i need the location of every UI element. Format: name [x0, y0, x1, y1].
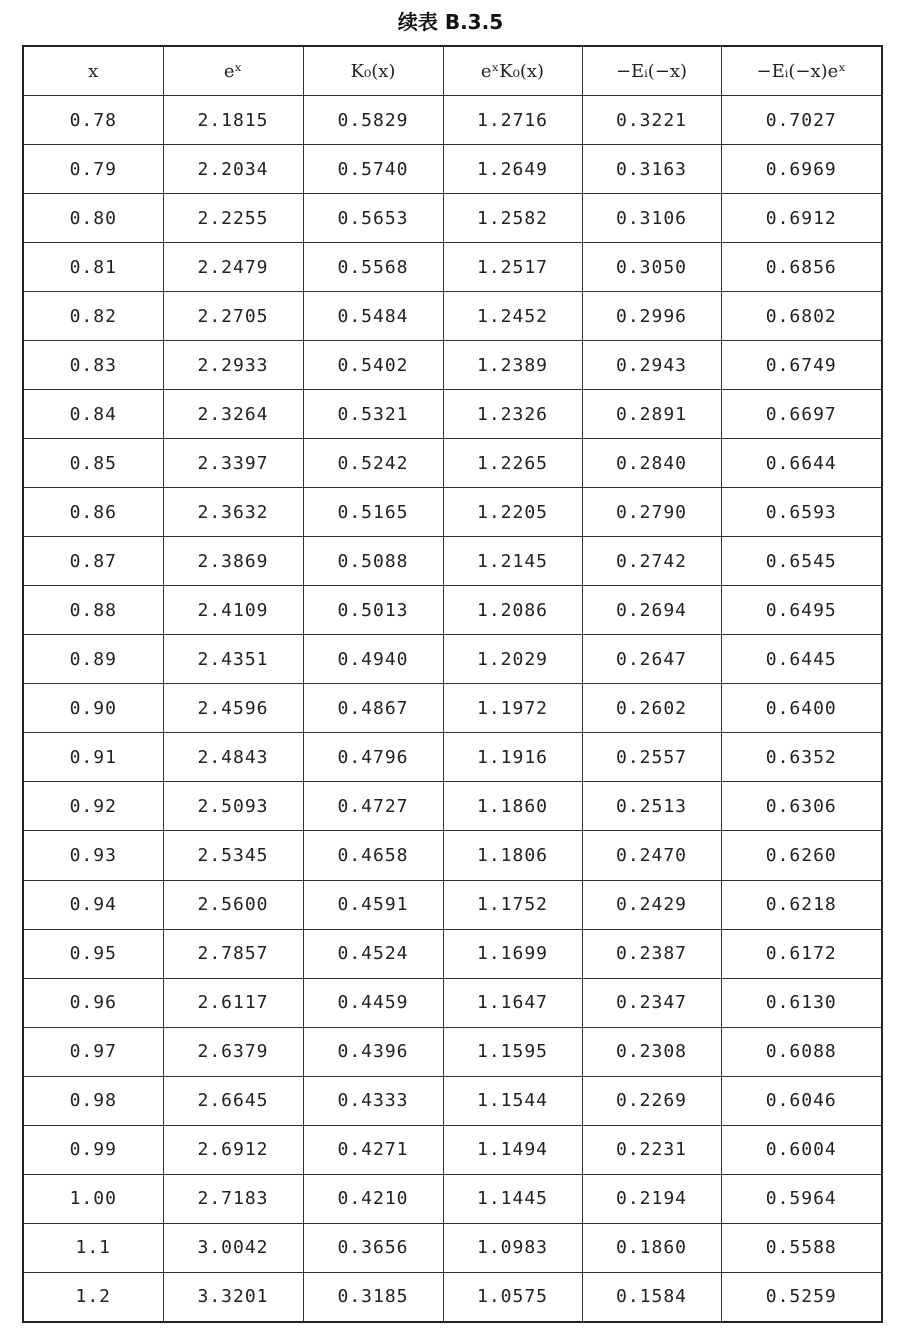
header-neg-ei-exp: −Eᵢ(−x)eˣ — [721, 46, 882, 96]
neg-ei-cell: 0.2470 — [582, 831, 721, 880]
x-cell: 0.94 — [23, 880, 163, 929]
k0-cell: 0.5402 — [303, 341, 443, 390]
exp-k0-cell: 1.2029 — [443, 635, 582, 684]
exp-k0-cell: 1.2649 — [443, 145, 582, 194]
exp-x-cell: 2.5093 — [163, 782, 303, 831]
exp-x-cell: 2.3397 — [163, 439, 303, 488]
table-row — [23, 1125, 882, 1174]
table-row — [23, 733, 882, 782]
table-row — [23, 390, 882, 439]
neg-ei-cell: 0.2840 — [582, 439, 721, 488]
exp-k0-cell: 1.2582 — [443, 194, 582, 243]
neg-ei-exp-cell: 0.6130 — [721, 978, 882, 1027]
x-cell: 0.91 — [23, 733, 163, 782]
x-cell: 0.98 — [23, 1076, 163, 1125]
header-exp-x: eˣ — [163, 46, 303, 96]
exp-k0-cell: 1.1699 — [443, 929, 582, 978]
exp-x-cell: 2.3264 — [163, 390, 303, 439]
header-exp-k0: eˣK₀(x) — [443, 46, 582, 96]
table-row — [23, 194, 882, 243]
neg-ei-exp-cell: 0.6697 — [721, 390, 882, 439]
header-x: x — [23, 46, 163, 96]
neg-ei-exp-cell: 0.6004 — [721, 1125, 882, 1174]
exp-x-cell: 2.5345 — [163, 831, 303, 880]
table-row — [23, 586, 882, 635]
neg-ei-exp-cell: 0.6495 — [721, 586, 882, 635]
exp-x-cell: 2.2479 — [163, 243, 303, 292]
exp-x-cell: 2.5600 — [163, 880, 303, 929]
neg-ei-exp-cell: 0.6644 — [721, 439, 882, 488]
k0-cell: 0.4727 — [303, 782, 443, 831]
table-row — [23, 145, 882, 194]
k0-cell: 0.5653 — [303, 194, 443, 243]
table-caption: 续表 B.3.5 — [397, 10, 504, 34]
exp-x-cell: 2.7857 — [163, 929, 303, 978]
neg-ei-cell: 0.1860 — [582, 1223, 721, 1272]
exp-x-cell: 2.7183 — [163, 1174, 303, 1223]
k0-cell: 0.4658 — [303, 831, 443, 880]
x-cell: 0.80 — [23, 194, 163, 243]
neg-ei-exp-cell: 0.6218 — [721, 880, 882, 929]
neg-ei-cell: 0.2694 — [582, 586, 721, 635]
exp-k0-cell: 1.2389 — [443, 341, 582, 390]
neg-ei-exp-cell: 0.6352 — [721, 733, 882, 782]
k0-cell: 0.5829 — [303, 96, 443, 145]
x-cell: 0.92 — [23, 782, 163, 831]
exp-x-cell: 2.4843 — [163, 733, 303, 782]
exp-x-cell: 2.3869 — [163, 537, 303, 586]
exp-x-cell: 3.3201 — [163, 1272, 303, 1322]
table-row — [23, 880, 882, 929]
exp-k0-cell: 1.2145 — [443, 537, 582, 586]
exp-x-cell: 2.6379 — [163, 1027, 303, 1076]
k0-cell: 0.4459 — [303, 978, 443, 1027]
x-cell: 0.90 — [23, 684, 163, 733]
x-cell: 0.95 — [23, 929, 163, 978]
x-cell: 0.93 — [23, 831, 163, 880]
x-cell: 0.79 — [23, 145, 163, 194]
x-cell: 0.86 — [23, 488, 163, 537]
k0-cell: 0.4940 — [303, 635, 443, 684]
exp-k0-cell: 1.1916 — [443, 733, 582, 782]
neg-ei-cell: 0.2194 — [582, 1174, 721, 1223]
k0-cell: 0.4396 — [303, 1027, 443, 1076]
neg-ei-exp-cell: 0.6545 — [721, 537, 882, 586]
x-cell: 0.81 — [23, 243, 163, 292]
k0-cell: 0.5484 — [303, 292, 443, 341]
table-row — [23, 1076, 882, 1125]
neg-ei-exp-cell: 0.5588 — [721, 1223, 882, 1272]
data-table — [22, 45, 883, 1323]
exp-x-cell: 2.2705 — [163, 292, 303, 341]
table-row — [23, 439, 882, 488]
x-cell: 0.99 — [23, 1125, 163, 1174]
neg-ei-cell: 0.2943 — [582, 341, 721, 390]
exp-k0-cell: 1.1972 — [443, 684, 582, 733]
neg-ei-cell: 0.1584 — [582, 1272, 721, 1322]
table-row — [23, 831, 882, 880]
k0-cell: 0.5165 — [303, 488, 443, 537]
exp-x-cell: 2.6912 — [163, 1125, 303, 1174]
neg-ei-exp-cell: 0.6802 — [721, 292, 882, 341]
x-cell: 0.78 — [23, 96, 163, 145]
neg-ei-cell: 0.2387 — [582, 929, 721, 978]
table-row — [23, 1272, 882, 1322]
exp-x-cell: 3.0042 — [163, 1223, 303, 1272]
x-cell: 1.2 — [23, 1272, 163, 1322]
neg-ei-exp-cell: 0.6088 — [721, 1027, 882, 1076]
exp-k0-cell: 1.2517 — [443, 243, 582, 292]
neg-ei-exp-cell: 0.6172 — [721, 929, 882, 978]
neg-ei-cell: 0.2891 — [582, 390, 721, 439]
neg-ei-cell: 0.2557 — [582, 733, 721, 782]
exp-x-cell: 2.4109 — [163, 586, 303, 635]
neg-ei-exp-cell: 0.6969 — [721, 145, 882, 194]
table-body — [23, 96, 882, 1323]
neg-ei-cell: 0.2647 — [582, 635, 721, 684]
k0-cell: 0.5242 — [303, 439, 443, 488]
neg-ei-cell: 0.3050 — [582, 243, 721, 292]
neg-ei-exp-cell: 0.6912 — [721, 194, 882, 243]
exp-k0-cell: 1.1595 — [443, 1027, 582, 1076]
table-row — [23, 684, 882, 733]
k0-cell: 0.4591 — [303, 880, 443, 929]
header-row — [23, 46, 882, 96]
table-row — [23, 243, 882, 292]
table-row — [23, 292, 882, 341]
neg-ei-cell: 0.3163 — [582, 145, 721, 194]
exp-x-cell: 2.6117 — [163, 978, 303, 1027]
exp-k0-cell: 1.2326 — [443, 390, 582, 439]
table-row — [23, 635, 882, 684]
exp-k0-cell: 1.2452 — [443, 292, 582, 341]
neg-ei-cell: 0.2790 — [582, 488, 721, 537]
table-row — [23, 96, 882, 145]
k0-cell: 0.3656 — [303, 1223, 443, 1272]
x-cell: 0.87 — [23, 537, 163, 586]
table-row — [23, 1223, 882, 1272]
exp-x-cell: 2.4596 — [163, 684, 303, 733]
exp-k0-cell: 1.1752 — [443, 880, 582, 929]
neg-ei-exp-cell: 0.5259 — [721, 1272, 882, 1322]
header-k0: K₀(x) — [303, 46, 443, 96]
x-cell: 1.1 — [23, 1223, 163, 1272]
k0-cell: 0.4867 — [303, 684, 443, 733]
exp-x-cell: 2.2255 — [163, 194, 303, 243]
table-row — [23, 929, 882, 978]
exp-x-cell: 2.4351 — [163, 635, 303, 684]
neg-ei-exp-cell: 0.6445 — [721, 635, 882, 684]
neg-ei-cell: 0.2347 — [582, 978, 721, 1027]
table-row — [23, 537, 882, 586]
neg-ei-cell: 0.2602 — [582, 684, 721, 733]
neg-ei-cell: 0.3106 — [582, 194, 721, 243]
k0-cell: 0.5568 — [303, 243, 443, 292]
k0-cell: 0.4271 — [303, 1125, 443, 1174]
neg-ei-cell: 0.3221 — [582, 96, 721, 145]
x-cell: 0.97 — [23, 1027, 163, 1076]
k0-cell: 0.4796 — [303, 733, 443, 782]
neg-ei-cell: 0.2996 — [582, 292, 721, 341]
exp-x-cell: 2.2933 — [163, 341, 303, 390]
exp-k0-cell: 1.1494 — [443, 1125, 582, 1174]
table-row — [23, 978, 882, 1027]
x-cell: 0.83 — [23, 341, 163, 390]
neg-ei-cell: 0.2513 — [582, 782, 721, 831]
exp-k0-cell: 1.0575 — [443, 1272, 582, 1322]
neg-ei-exp-cell: 0.5964 — [721, 1174, 882, 1223]
exp-k0-cell: 1.1806 — [443, 831, 582, 880]
k0-cell: 0.3185 — [303, 1272, 443, 1322]
k0-cell: 0.4210 — [303, 1174, 443, 1223]
neg-ei-exp-cell: 0.6593 — [721, 488, 882, 537]
exp-k0-cell: 1.1647 — [443, 978, 582, 1027]
neg-ei-cell: 0.2269 — [582, 1076, 721, 1125]
x-cell: 0.84 — [23, 390, 163, 439]
exp-x-cell: 2.1815 — [163, 96, 303, 145]
neg-ei-cell: 0.2429 — [582, 880, 721, 929]
neg-ei-cell: 0.2308 — [582, 1027, 721, 1076]
neg-ei-exp-cell: 0.6306 — [721, 782, 882, 831]
x-cell: 0.88 — [23, 586, 163, 635]
exp-k0-cell: 1.2265 — [443, 439, 582, 488]
table-row — [23, 341, 882, 390]
exp-k0-cell: 1.2716 — [443, 96, 582, 145]
exp-k0-cell: 1.0983 — [443, 1223, 582, 1272]
exp-k0-cell: 1.1860 — [443, 782, 582, 831]
neg-ei-exp-cell: 0.6856 — [721, 243, 882, 292]
k0-cell: 0.4524 — [303, 929, 443, 978]
exp-x-cell: 2.3632 — [163, 488, 303, 537]
neg-ei-exp-cell: 0.6046 — [721, 1076, 882, 1125]
neg-ei-cell: 0.2742 — [582, 537, 721, 586]
neg-ei-exp-cell: 0.7027 — [721, 96, 882, 145]
table-row — [23, 1027, 882, 1076]
k0-cell: 0.5740 — [303, 145, 443, 194]
header-neg-ei: −Eᵢ(−x) — [582, 46, 721, 96]
x-cell: 0.85 — [23, 439, 163, 488]
x-cell: 0.82 — [23, 292, 163, 341]
exp-x-cell: 2.6645 — [163, 1076, 303, 1125]
exp-k0-cell: 1.2086 — [443, 586, 582, 635]
k0-cell: 0.5088 — [303, 537, 443, 586]
neg-ei-exp-cell: 0.6749 — [721, 341, 882, 390]
exp-k0-cell: 1.1445 — [443, 1174, 582, 1223]
exp-x-cell: 2.2034 — [163, 145, 303, 194]
x-cell: 1.00 — [23, 1174, 163, 1223]
neg-ei-exp-cell: 0.6260 — [721, 831, 882, 880]
table-row — [23, 1174, 882, 1223]
x-cell: 0.96 — [23, 978, 163, 1027]
table-row — [23, 782, 882, 831]
neg-ei-exp-cell: 0.6400 — [721, 684, 882, 733]
exp-k0-cell: 1.1544 — [443, 1076, 582, 1125]
k0-cell: 0.4333 — [303, 1076, 443, 1125]
table-row — [23, 488, 882, 537]
k0-cell: 0.5321 — [303, 390, 443, 439]
k0-cell: 0.5013 — [303, 586, 443, 635]
exp-k0-cell: 1.2205 — [443, 488, 582, 537]
neg-ei-cell: 0.2231 — [582, 1125, 721, 1174]
x-cell: 0.89 — [23, 635, 163, 684]
